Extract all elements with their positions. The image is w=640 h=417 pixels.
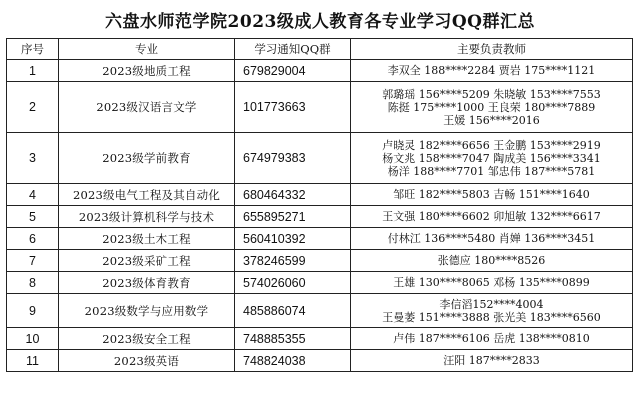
cell-qq-group[interactable]: 748824038 <box>235 350 351 372</box>
cell-no[interactable]: 3 <box>7 133 59 184</box>
cell-major[interactable]: 2023级体育教育 <box>59 272 235 294</box>
cell-qq-group[interactable]: 574026060 <box>235 272 351 294</box>
teacher-line: 邹旺 182****5803 吉畅 151****1640 <box>393 188 590 201</box>
cell-major[interactable]: 2023级学前教育 <box>59 133 235 184</box>
table-row <box>7 133 633 184</box>
cell-major[interactable]: 2023级数学与应用数学 <box>59 294 235 328</box>
table-row <box>7 328 633 350</box>
cell-qq-group[interactable]: 485886074 <box>235 294 351 328</box>
header-row <box>7 39 633 60</box>
column-header-no: 序号 <box>7 39 59 60</box>
teacher-line: 卢晓灵 182****6656 王金鹏 153****2919 <box>382 138 601 152</box>
cell-qq-group[interactable]: 378246599 <box>235 250 351 272</box>
cell-no[interactable]: 11 <box>7 350 59 372</box>
cell-teachers[interactable] <box>351 133 633 184</box>
table-row <box>7 228 633 250</box>
cell-teachers[interactable] <box>351 250 633 272</box>
teacher-line: 李信滔152****4004 <box>439 297 544 311</box>
teacher-line: 王曼萎 151****3888 张光美 183****6560 <box>382 310 601 324</box>
cell-major[interactable]: 2023级计算机科学与技术 <box>59 206 235 228</box>
cell-no[interactable]: 6 <box>7 228 59 250</box>
column-header-teachers: 主要负责教师 <box>351 39 633 60</box>
title-row <box>0 0 640 38</box>
column-header-qq: 学习通知QQ群 <box>235 39 351 60</box>
teacher-line: 王文强 180****6602 卯旭敏 132****6617 <box>382 210 601 223</box>
teacher-line: 杨洋 188****7701 邹忠伟 187****5781 <box>387 164 596 178</box>
teacher-line: 王媛 156****2016 <box>443 113 540 127</box>
table-row <box>7 294 633 328</box>
cell-no[interactable]: 2 <box>7 82 59 133</box>
table-row <box>7 82 633 133</box>
teacher-line: 付林江 136****5480 肖婵 136****3451 <box>387 232 596 245</box>
cell-teachers[interactable] <box>351 350 633 372</box>
cell-qq-group[interactable]: 680464332 <box>235 184 351 206</box>
cell-no[interactable]: 5 <box>7 206 59 228</box>
table-row <box>7 206 633 228</box>
cell-no[interactable]: 8 <box>7 272 59 294</box>
table-row <box>7 272 633 294</box>
column-header-major: 专业 <box>59 39 235 60</box>
cell-teachers[interactable] <box>351 184 633 206</box>
cell-major[interactable]: 2023级电气工程及其自动化 <box>59 184 235 206</box>
teacher-line: 陈挺 175****1000 王良荣 180****7889 <box>387 100 596 114</box>
cell-teachers[interactable] <box>351 328 633 350</box>
teacher-line: 汪阳 187****2833 <box>443 354 540 367</box>
cell-no[interactable]: 7 <box>7 250 59 272</box>
cell-qq-group[interactable]: 560410392 <box>235 228 351 250</box>
cell-major[interactable]: 2023级地质工程 <box>59 60 235 82</box>
table-row <box>7 250 633 272</box>
table-row <box>7 350 633 372</box>
cell-teachers[interactable] <box>351 206 633 228</box>
cell-major[interactable]: 2023级汉语言文学 <box>59 82 235 133</box>
cell-major[interactable]: 2023级安全工程 <box>59 328 235 350</box>
cell-major[interactable]: 2023级英语 <box>59 350 235 372</box>
cell-qq-group[interactable]: 655895271 <box>235 206 351 228</box>
table-body <box>7 60 633 372</box>
cell-qq-group[interactable]: 679829004 <box>235 60 351 82</box>
qq-group-table <box>6 38 633 372</box>
cell-teachers[interactable] <box>351 272 633 294</box>
cell-teachers[interactable] <box>351 294 633 328</box>
cell-major[interactable]: 2023级土木工程 <box>59 228 235 250</box>
teacher-line: 杨文兆 158****7047 陶成美 156****3341 <box>382 151 601 165</box>
cell-teachers[interactable] <box>351 228 633 250</box>
teacher-line: 郭璐瑶 156****5209 朱晓敏 153****7553 <box>382 87 601 101</box>
teacher-line: 张德应 180****8526 <box>437 254 546 267</box>
cell-no[interactable]: 1 <box>7 60 59 82</box>
cell-teachers[interactable] <box>351 60 633 82</box>
cell-major[interactable]: 2023级采矿工程 <box>59 250 235 272</box>
table-row <box>7 184 633 206</box>
page-title: 六盘水师范学院2023级成人教育各专业学习QQ群汇总 <box>105 11 535 32</box>
cell-no[interactable]: 10 <box>7 328 59 350</box>
table-row <box>7 60 633 82</box>
cell-no[interactable]: 9 <box>7 294 59 328</box>
cell-qq-group[interactable]: 674979383 <box>235 133 351 184</box>
teacher-line: 王雄 130****8065 邓杨 135****0899 <box>393 276 590 289</box>
cell-qq-group[interactable]: 101773663 <box>235 82 351 133</box>
cell-qq-group[interactable]: 748885355 <box>235 328 351 350</box>
cell-teachers[interactable] <box>351 82 633 133</box>
teacher-line: 李双全 188****2284 贾岩 175****1121 <box>387 64 596 77</box>
teacher-line: 卢伟 187****6106 岳虎 138****0810 <box>393 332 590 345</box>
cell-no[interactable]: 4 <box>7 184 59 206</box>
